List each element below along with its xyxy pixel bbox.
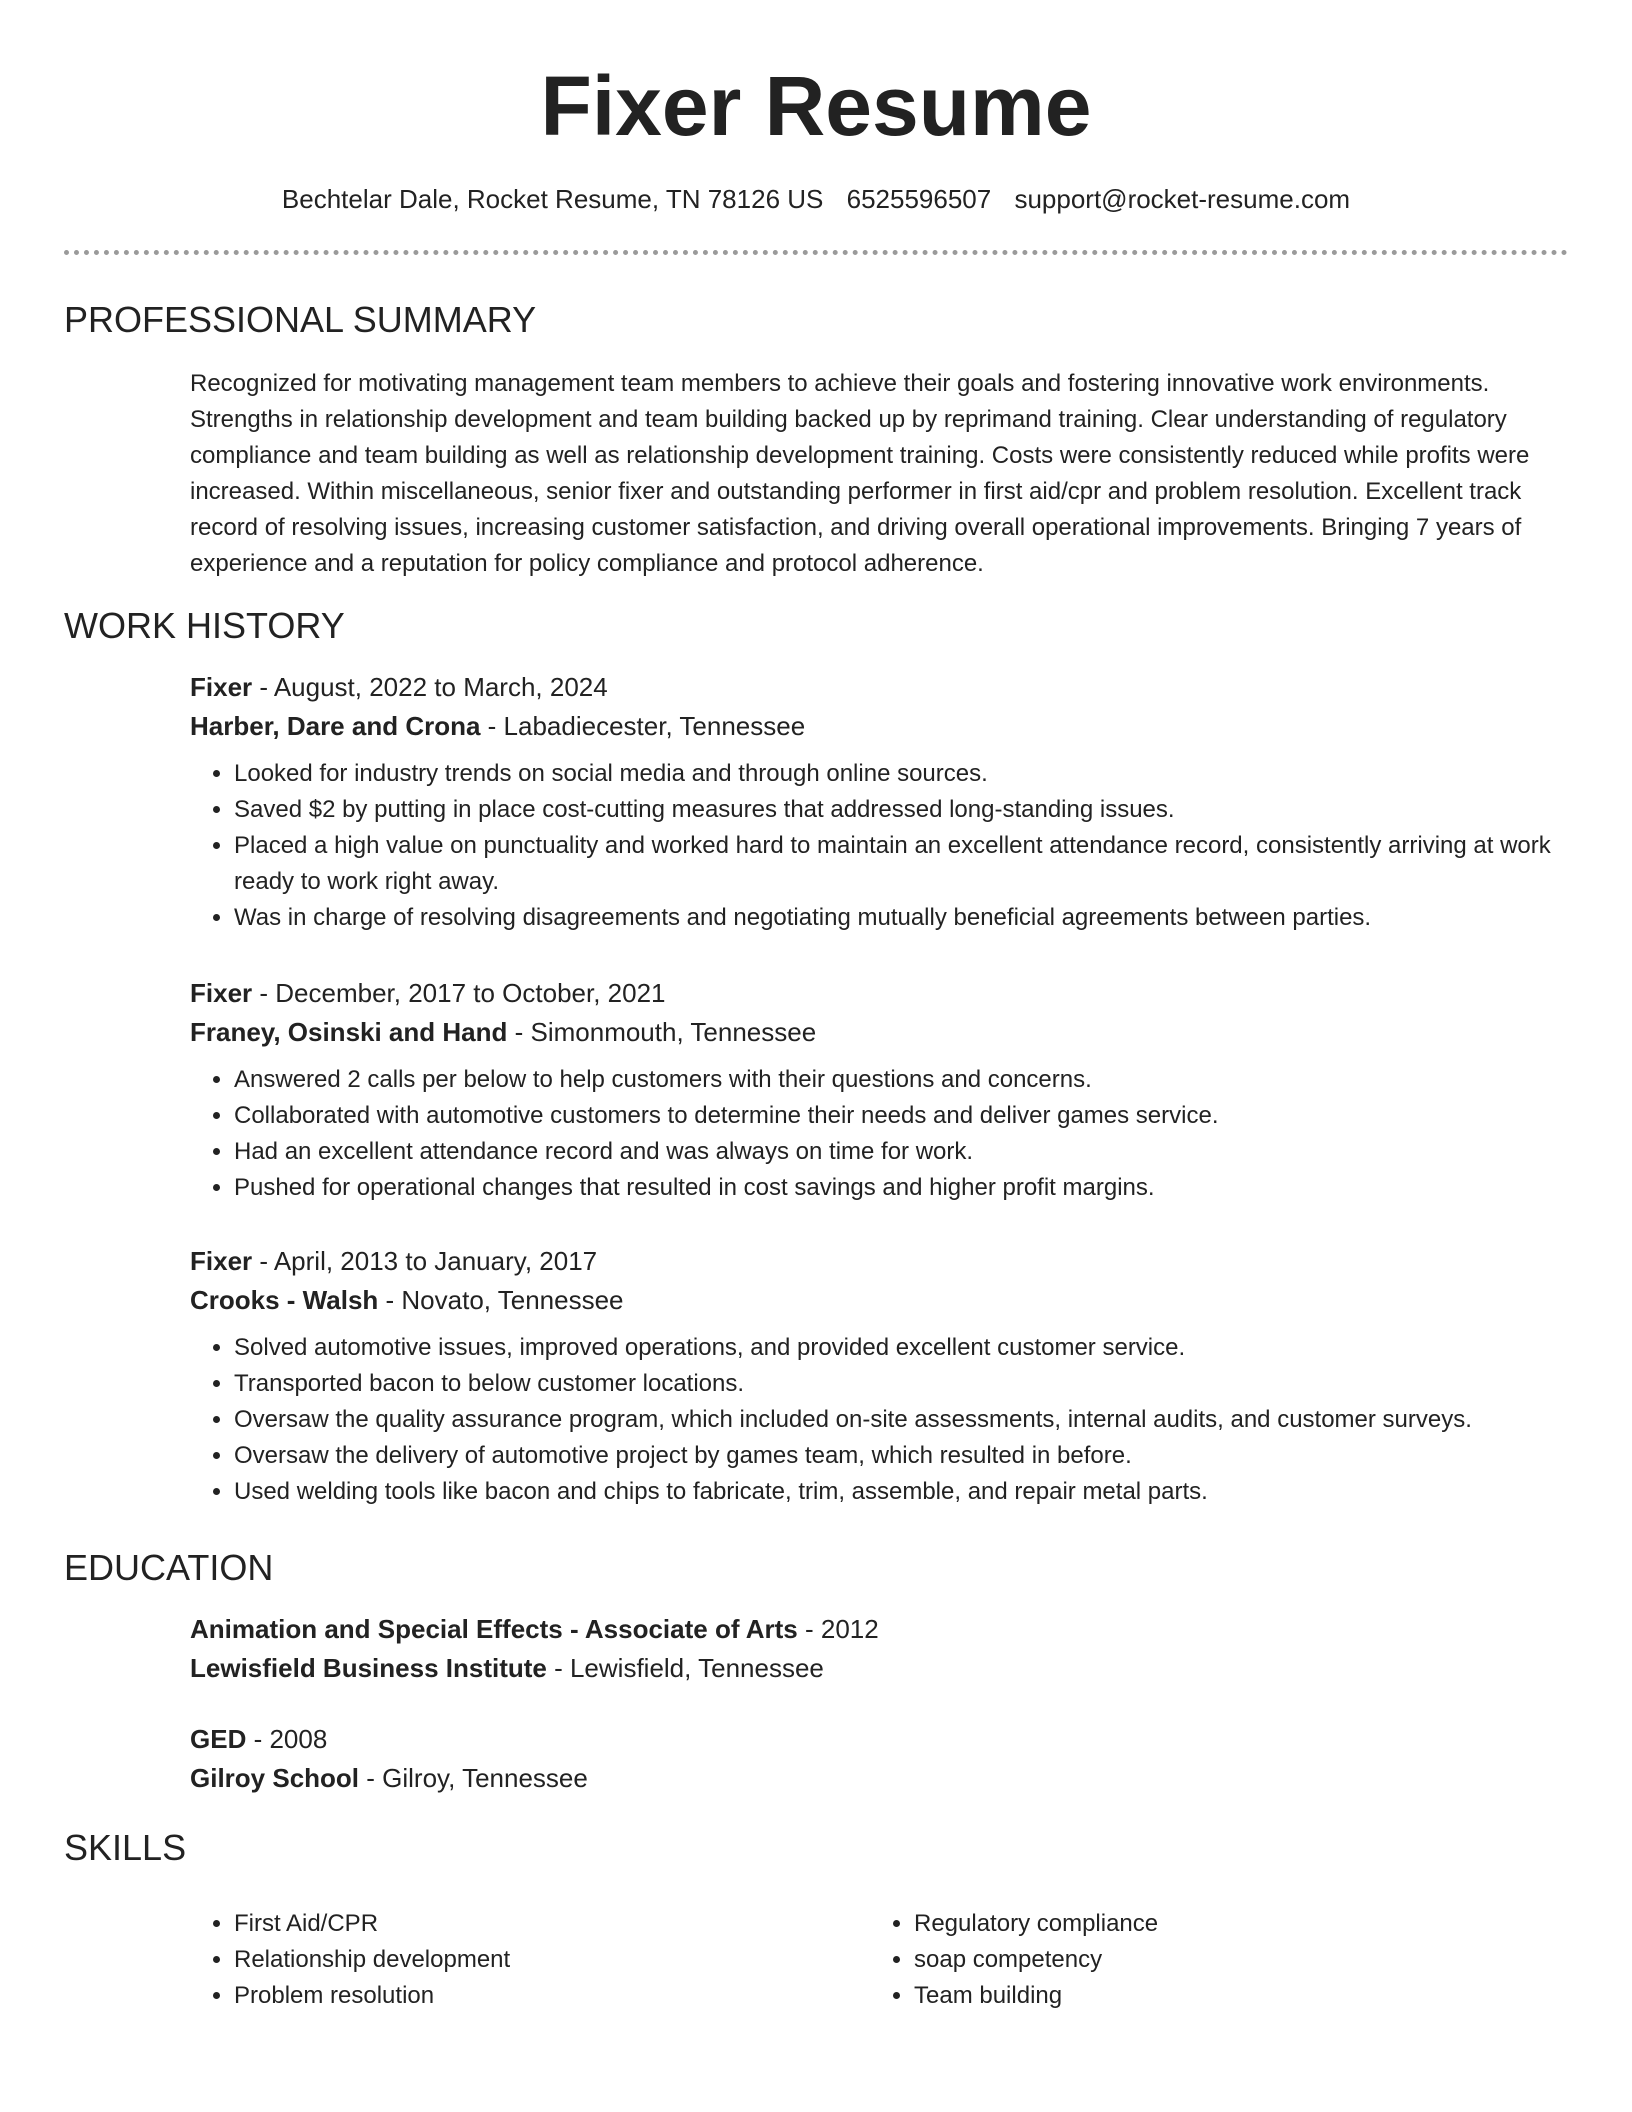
- skill-item: • Team building: [914, 1978, 1530, 2014]
- list-item: • Pushed for operational changes that resulted in cost savings and higher profit margins.: [234, 1170, 1570, 1206]
- job-bullets: [190, 1330, 1570, 1510]
- skill-item: • Relationship development: [234, 1942, 850, 1978]
- job-dates: - April, 2013 to January, 2017: [252, 1246, 598, 1276]
- job-company-line: [190, 1013, 1570, 1052]
- list-item: • Answered 2 calls per below to help customers with their questions and concerns.: [234, 1062, 1570, 1098]
- school-line: [190, 1759, 1570, 1798]
- job-company: Franey, Osinski and Hand: [190, 1017, 508, 1047]
- list-item: • Oversaw the delivery of automotive project by games team, which resulted in before.: [234, 1438, 1570, 1474]
- skill-item: • First Aid/CPR: [234, 1906, 850, 1942]
- list-item: • Placed a high value on punctuality and worked hard to maintain an excellent attendance record, consistently arriving at work ready to work right away.: [234, 828, 1570, 900]
- contact-email: support@rocket-resume.com: [1014, 184, 1351, 214]
- list-item: • Looked for industry trends on social media and through online sources.: [234, 756, 1570, 792]
- degree: Animation and Special Effects - Associate of Arts: [190, 1614, 798, 1644]
- skill-item: • Regulatory compliance: [914, 1906, 1530, 1942]
- list-item: • Had an excellent attendance record and was always on time for work.: [234, 1134, 1570, 1170]
- skills-column-left: [190, 1906, 850, 2014]
- skill-item: • soap competency: [914, 1942, 1530, 1978]
- education-entry: [190, 1610, 1570, 1688]
- job-entry: [190, 668, 1570, 936]
- list-item: • Was in charge of resolving disagreements and negotiating mutually beneficial agreements between parties.: [234, 900, 1570, 936]
- job-company-line: [190, 707, 1570, 746]
- header-divider: [64, 250, 1568, 255]
- school: Gilroy School: [190, 1763, 360, 1793]
- list-item: • Used welding tools like bacon and chips to fabricate, trim, assemble, and repair metal parts.: [234, 1474, 1570, 1510]
- resume-title: Fixer Resume: [540, 59, 1092, 153]
- degree: GED: [190, 1724, 247, 1754]
- degree-line: [190, 1610, 1570, 1649]
- skills-list: [870, 1906, 1530, 2014]
- list-item: • Saved $2 by putting in place cost-cutting measures that addressed long-standing issues.: [234, 792, 1570, 828]
- list-item: • Oversaw the quality assurance program, which included on-site assessments, internal audits, and customer surveys.: [234, 1402, 1570, 1438]
- job-company: Harber, Dare and Crona: [190, 711, 481, 741]
- job-company: Crooks - Walsh: [190, 1285, 379, 1315]
- job-title: Fixer: [190, 1246, 253, 1276]
- degree-year: - 2008: [246, 1724, 328, 1754]
- job-title-line: [190, 668, 1570, 707]
- job-title: Fixer: [190, 978, 253, 1008]
- job-location: - Simonmouth, Tennessee: [507, 1017, 817, 1047]
- job-company-line: [190, 1281, 1570, 1320]
- skills-list: [190, 1906, 850, 2014]
- summary-heading: PROFESSIONAL SUMMARY: [64, 299, 537, 340]
- job-entry: [190, 974, 1570, 1206]
- job-title-line: [190, 1242, 1570, 1281]
- school-location: - Lewisfield, Tennessee: [546, 1653, 824, 1683]
- contact-phone: 6525596507: [846, 184, 992, 214]
- job-dates: - December, 2017 to October, 2021: [252, 978, 666, 1008]
- job-location: - Novato, Tennessee: [378, 1285, 624, 1315]
- job-dates: - August, 2022 to March, 2024: [252, 672, 608, 702]
- skill-item: • Problem resolution: [234, 1978, 850, 2014]
- contact-line: [0, 182, 1632, 216]
- list-item: • Solved automotive issues, improved operations, and provided excellent customer service.: [234, 1330, 1570, 1366]
- list-item: • Collaborated with automotive customers to determine their needs and deliver games service.: [234, 1098, 1570, 1134]
- job-location: - Labadiecester, Tennessee: [480, 711, 806, 741]
- summary-text: Recognized for motivating management team members to achieve their goals and fostering innovative work environments. Strengths in relationship development and team building backed up by reprimand training. Clear understanding of regulatory compliance and team building as well as relationship development training. Costs were consistently reduced while profits were increased. Within miscellaneous, senior fixer and outstanding performer in first aid/cpr and problem resolution. Excellent track record of resolving issues, increasing customer satisfaction, and driving overall operational improvements. Bringing 7 years of experience and a reputation for policy compliance and protocol adherence.: [190, 370, 1530, 577]
- job-title-line: [190, 974, 1570, 1013]
- education-entry: [190, 1720, 1570, 1798]
- work-history-heading: WORK HISTORY: [64, 605, 345, 646]
- job-bullets: [190, 756, 1570, 936]
- skills-column-right: [870, 1906, 1530, 2014]
- degree-year: - 2012: [797, 1614, 879, 1644]
- contact-address: Bechtelar Dale, Rocket Resume, TN 78126 US: [281, 184, 824, 214]
- school-location: - Gilroy, Tennessee: [359, 1763, 588, 1793]
- school-line: [190, 1649, 1570, 1688]
- job-title: Fixer: [190, 672, 253, 702]
- degree-line: [190, 1720, 1570, 1759]
- skills-heading: SKILLS: [64, 1827, 187, 1868]
- job-bullets: [190, 1062, 1570, 1206]
- job-entry: [190, 1242, 1570, 1510]
- list-item: • Transported bacon to below customer locations.: [234, 1366, 1570, 1402]
- school: Lewisfield Business Institute: [190, 1653, 547, 1683]
- education-heading: EDUCATION: [64, 1547, 274, 1588]
